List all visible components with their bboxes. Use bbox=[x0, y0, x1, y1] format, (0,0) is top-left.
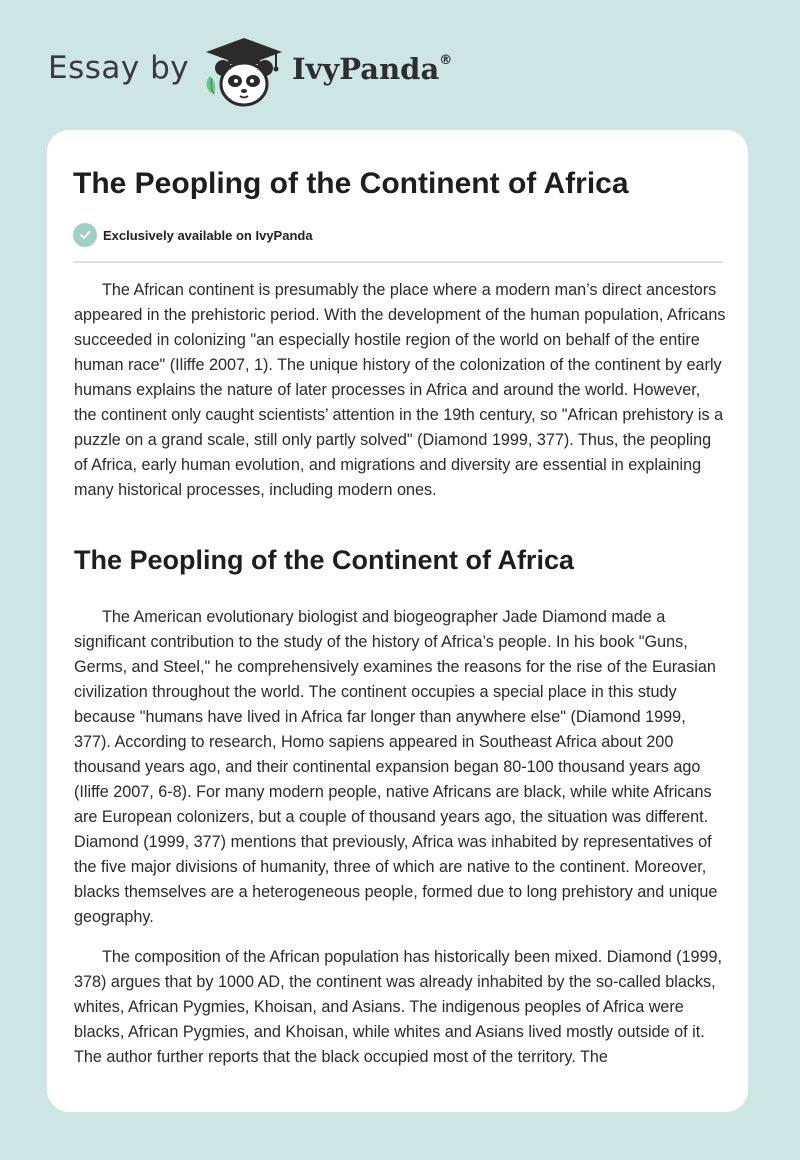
paragraph-body-2: The composition of the African population has historically been mixed. Diamond (1999, 378) argues that by 1000 AD, the continent was already inhabited by the so-called blacks, whites, African Pygmies, Khoisan, and Asians. The indigenous peoples of Africa were blacks, African Pygmies, and Khoisan, while whites and Asians lived mostly outside of it. The author further reports that the black occupied most of the territory. The bbox=[74, 948, 722, 1066]
essay-by-label: Essay by bbox=[48, 50, 190, 86]
exclusive-badge bbox=[73, 222, 313, 248]
badge-label: Exclusively available on IvyPanda bbox=[103, 227, 313, 243]
paragraph-body-1: The American evolutionary biologist and biogeographer Jade Diamond made a significant contribution to the study of the history of Africa’s people. In his book "Guns, Germs, and Steel," he comprehensively examines the reasons for the rise of the Eurasian civilization throughout the world. The continent occupies a special place in this study because "humans have lived in Africa far longer than anywhere else" (Diamond 1999, 377). According to research, Homo sapiens appeared in Southeast Africa about 200 thousand years ago, and their continental expansion began 80-100 thousand years ago (Iliffe 2007, 6-8). For many modern people, native Africans are black, while white Africans are European colonizers, but a couple of thousand years ago, the situation was different. Diamond (1999, 377) mentions that previously, Africa was inhabited by representatives of the five major divisions of humanity, three of which are native to the continent. Moreover, blacks themselves are a heterogeneous people, formed due to long prehistory and unique geography. bbox=[74, 608, 718, 926]
brand-name: IvyPanda bbox=[292, 52, 440, 86]
registered-mark: ® bbox=[439, 53, 453, 69]
check-circle-icon bbox=[73, 223, 97, 247]
leaf-icon bbox=[207, 76, 216, 94]
section-heading: The Peopling of the Continent of Africa bbox=[74, 545, 574, 575]
paragraph-intro: The African continent is presumably the place where a modern man’s direct ancestors appeared in the prehistoric period. With the development of the human population, Africans succeeded in colonizing "an especially hostile region of the world on behalf of the entire human race" (Iliffe 2007, 1). The unique history of the colonization of the continent by early humans explains the nature of later processes in Africa and around the world. However, the continent only caught scientists’ attention in the 19th century, so "African prehistory is a puzzle on a grand scale, still only partly solved" (Diamond 1999, 377). Thus, the peopling of Africa, early human evolution, and migrations and diversity are essential in explaining many historical processes, including modern ones. bbox=[74, 281, 726, 499]
page-title: The Peopling of the Continent of Africa bbox=[73, 167, 629, 200]
divider bbox=[73, 261, 723, 263]
brand-wordmark[interactable] bbox=[292, 52, 452, 86]
site-header bbox=[0, 0, 800, 130]
panda-graduate-logo-icon[interactable] bbox=[202, 36, 286, 110]
essay-card bbox=[47, 130, 748, 1112]
